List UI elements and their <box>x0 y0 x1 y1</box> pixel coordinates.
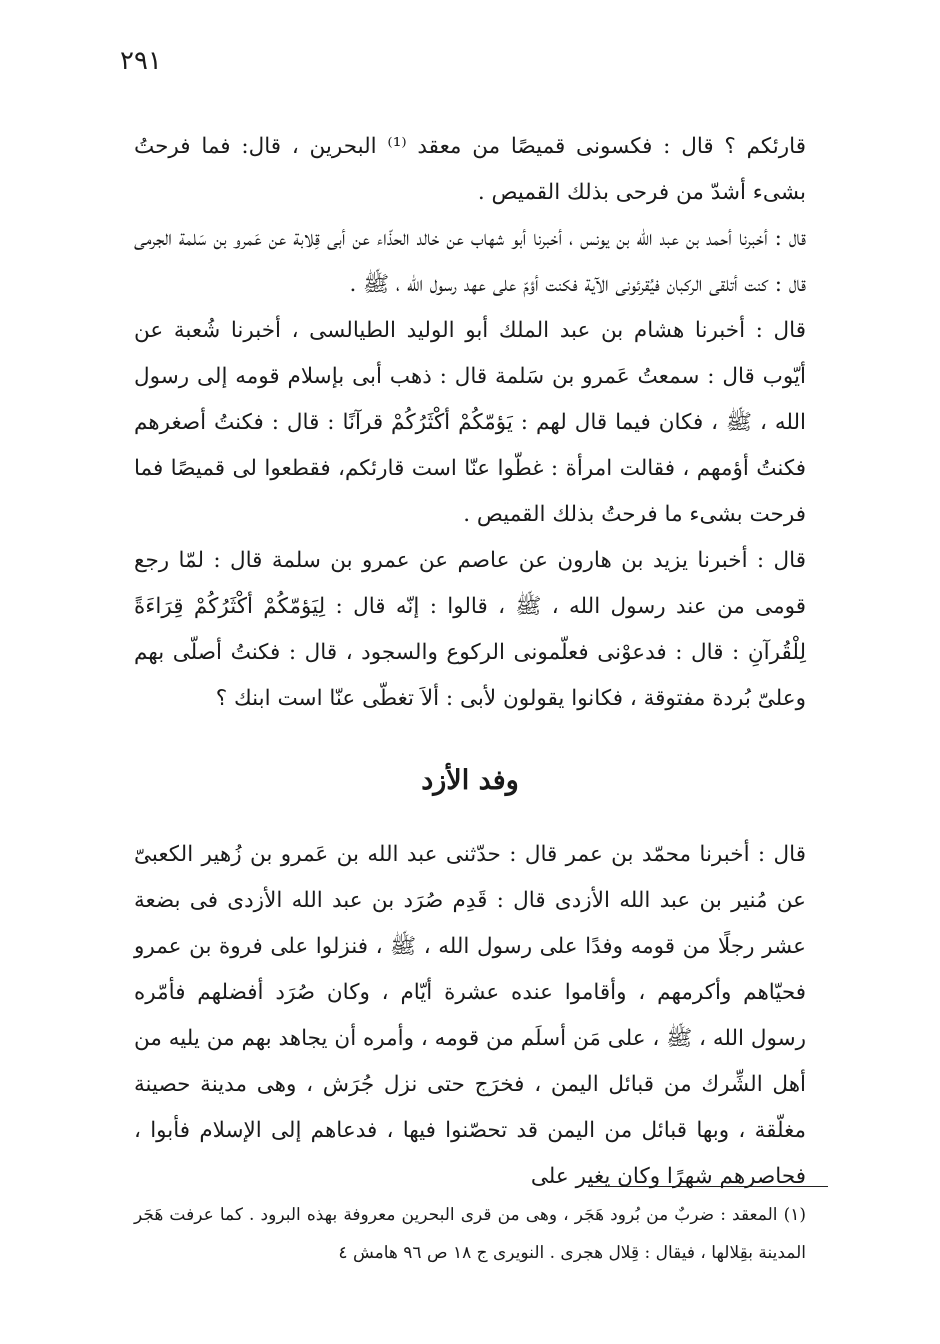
paragraph: قال : أخبرنا أحمد بن عبد الله بن يونس ، أخبرنا أبو شهاب عن خالد الحذّاء عن أبى قِلابة عن عَمرو بن سَلمة الجرمى قال : كنت أتلقى الركبان فيُقرئونى الآية فكنت أؤمّ على عهد رسول الله ، ﷺ . <box>134 226 806 297</box>
section-heading: وفد الأزد <box>421 765 519 796</box>
paragraph: قال : أخبرنا يزيد بن هارون عن عاصم عن عمرو بن سلمة قال : لمّا رجع قومى من عند رسول الله ، ﷺ ، قالوا : إنّه قال : لِيَؤمّكُمْ أكْثَرُكُمْ قِرَاءَةً لِلْقُرآنِ : قال : فدعوْنى فعلّمونى الركوع والسجود ، قال : فكنتُ أصلّى بهم وعلىّ بُردة مفتوقة ، فكانوا يقولون لأبى : ألاَ تغطّى عنّا است ابنك ؟ <box>134 548 806 711</box>
paragraph: قارئكم ؟ قال : فكسونى قميصًا من معقد ⁽¹⁾ البحرين ، قال: فما فرحتُ بشىء أشدّ من فرحى بذلك القميص . <box>134 134 806 205</box>
paragraph: قال : أخبرنا محمّد بن عمر قال : حدّثنى عبد الله بن عَمرو بن زُهير الكعبىّ عن مُنير بن عبد الله الأزدى قال : قَدِم صُرَد بن عبد الله الأزدى فى بضعة عشر رجلًا من قومه وفدًا على رسول الله ، ﷺ ، فنزلوا على فروة بن عمرو فحيّاهم وأكرمهم ، وأقاموا عنده عشرة أيّام ، وكان صُرَد أفضلهم فأمّره رسول الله ، ﷺ ، على مَن أسلَم من قومه ، وأمره أن يجاهد بهم من يليه من أهل الشِّرك من قبائل اليمن ، فخرَج حتى نزل جُرَش ، وهى مدينة حصينة مغلّقة ، وبها قبائل من اليمن قد تحصّنوا فيها ، فدعاهم إلى الإسلام فأبوا ، فحاصرهم شهرًا وكان يغير على <box>134 842 806 1189</box>
page-number: ٢٩١ <box>120 46 162 76</box>
main-text <box>134 124 806 1200</box>
paragraph: قال : أخبرنا هشام بن عبد الملك أبو الوليد الطيالسى ، أخبرنا شُعبة عن أيّوب قال : سمعتُ عَمرو بن سَلمة قال : ذهب أبى بإسلام قومه إلى رسول الله ، ﷺ ، فكان فيما قال لهم : يَؤمّكُمْ أكْثَرُكُمْ قرآنًا : قال : فكنتُ أصغرهم فكنتُ أؤمهم ، فقالت امرأة : غطّوا عنّا است قارئكم، فقطعوا لى قميصًا فما فرحت بشىء ما فرحتُ بذلك القميص . <box>134 318 806 527</box>
footnote: (١) المعقد : ضربٌ من بُرود هَجَر ، وهى من قرى البحرين معروفة بهذه البرود . كما عرفت هَجَر المدينة بقِلالها ، فيقال : قِلال هجرى . النويرى ج ١٨ ص ٩٦ هامش ٤ <box>134 1205 806 1263</box>
footnote-divider <box>588 1186 828 1187</box>
